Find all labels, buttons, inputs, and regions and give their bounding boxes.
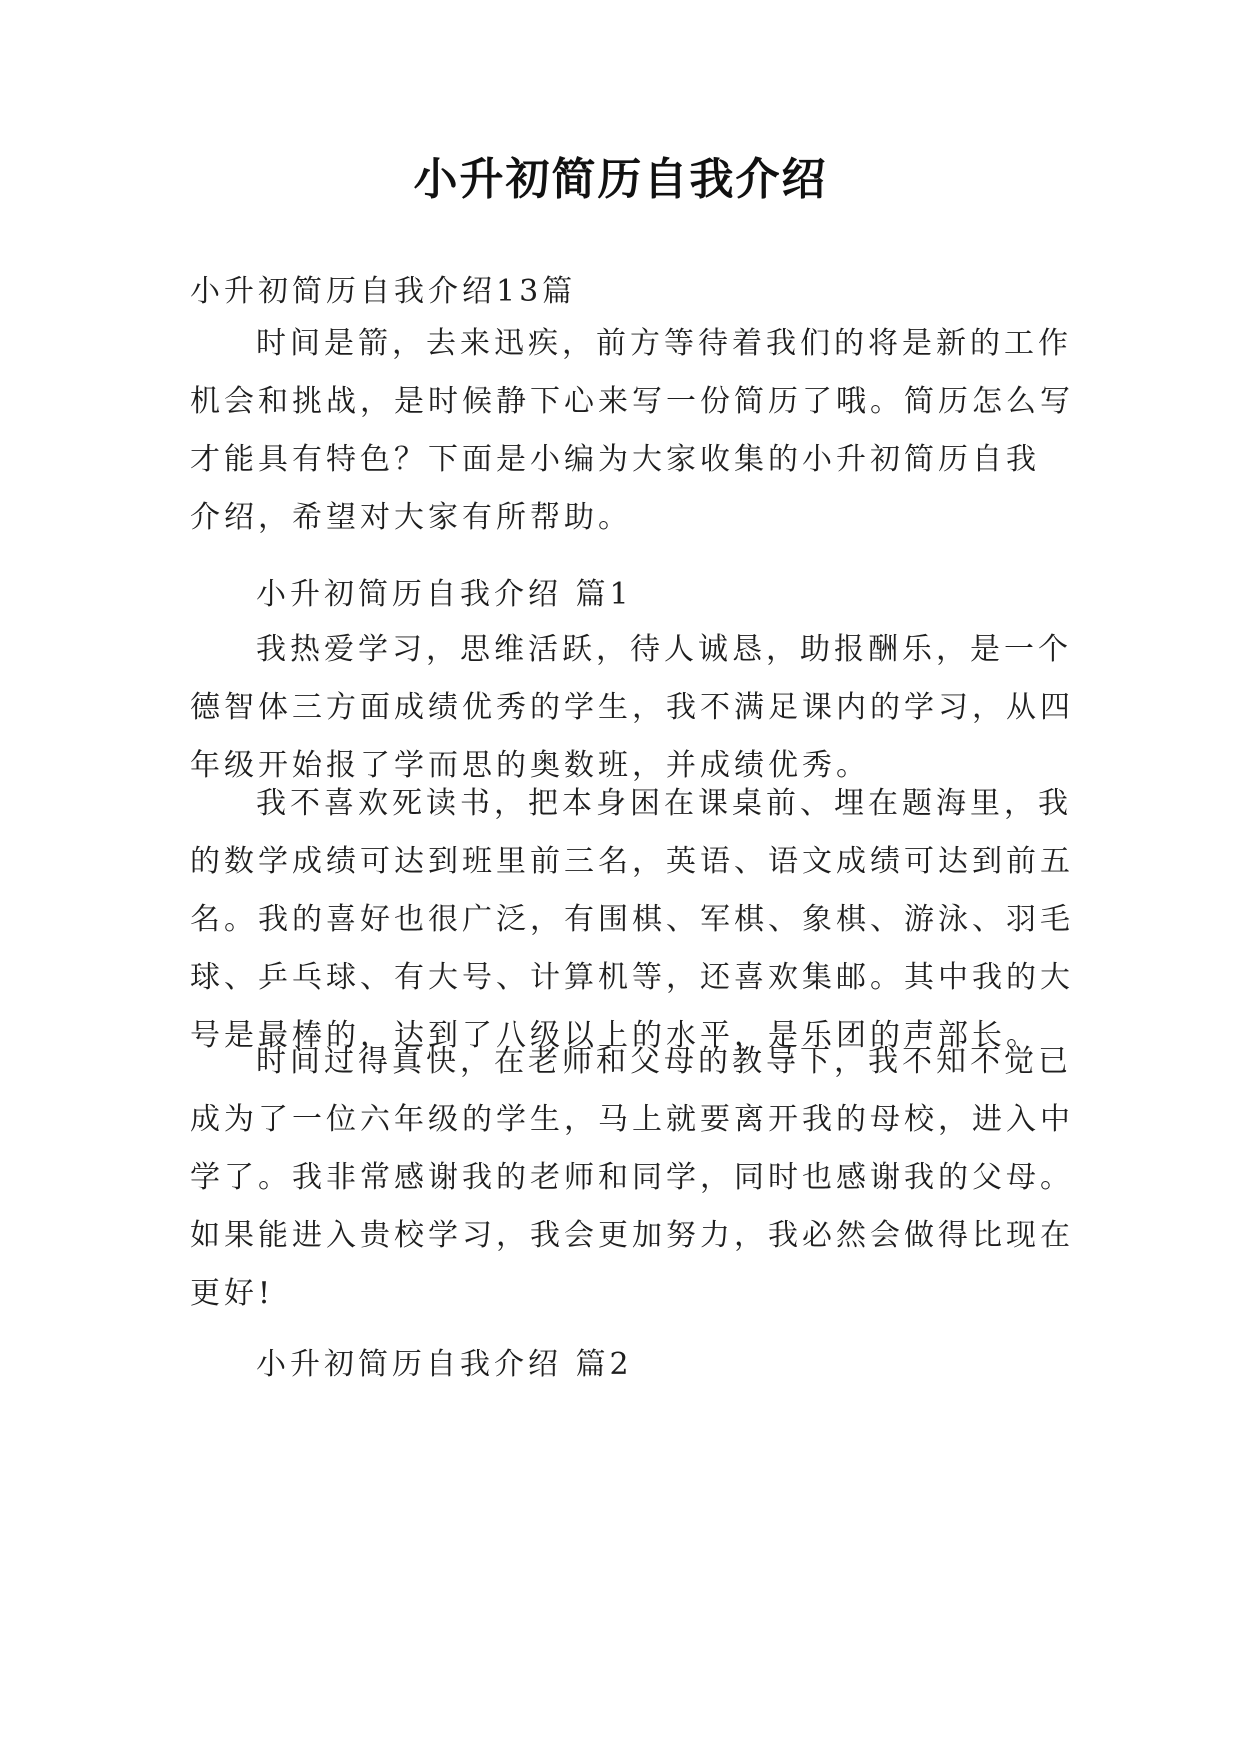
paragraph-line: 介绍，希望对大家有所帮助。 bbox=[190, 500, 632, 535]
paragraph-line: 机会和挑战，是时候静下心来写一份简历了哦。简历怎么写 bbox=[190, 384, 1074, 419]
paragraph-line: 成为了一位六年级的学生，马上就要离开我的母校，进入中 bbox=[190, 1102, 1074, 1137]
paragraph-line: 我不喜欢死读书，把本身困在课桌前、埋在题海里，我 bbox=[256, 786, 1072, 821]
section-heading: 小升初简历自我介绍 篇1 bbox=[256, 577, 633, 612]
paragraph-line: 我热爱学习，思维活跃，待人诚恳，助报酬乐，是一个 bbox=[256, 632, 1072, 667]
section-1-paragraph-2 bbox=[190, 775, 1074, 1065]
section-1-paragraph-3 bbox=[190, 1033, 1074, 1323]
paragraph-line: 球、乒乓球、有大号、计算机等，还喜欢集邮。其中我的大 bbox=[190, 960, 1074, 995]
section-2-heading-block bbox=[190, 1336, 1050, 1394]
section-1-paragraph-1 bbox=[190, 621, 1074, 795]
paragraph-line: 年级开始报了学而思的奥数班，并成绩优秀。 bbox=[190, 748, 870, 783]
paragraph-line: 时间是箭，去来迅疾，前方等待着我们的将是新的工作 bbox=[256, 326, 1072, 361]
section-1-heading-block bbox=[190, 566, 1050, 624]
paragraph-line: 的数学成绩可达到班里前三名，英语、语文成绩可达到前五 bbox=[190, 844, 1074, 879]
paragraph-line: 才能具有特色？下面是小编为大家收集的小升初简历自我 bbox=[190, 442, 1040, 477]
intro-paragraph bbox=[190, 315, 1074, 547]
paragraph-line: 更好! bbox=[190, 1276, 275, 1311]
paragraph-line: 时间过得真快，在老师和父母的教导下，我不知不觉已 bbox=[256, 1044, 1072, 1079]
paragraph-line: 学了。我非常感谢我的老师和同学，同时也感谢我的父母。 bbox=[190, 1160, 1074, 1195]
subtitle-text: 小升初简历自我介绍13篇 bbox=[190, 274, 577, 309]
page-title: 小升初简历自我介绍 bbox=[413, 154, 828, 205]
paragraph-line: 德智体三方面成绩优秀的学生，我不满足课内的学习，从四 bbox=[190, 690, 1074, 725]
section-heading: 小升初简历自我介绍 篇2 bbox=[256, 1347, 633, 1382]
document-subtitle bbox=[190, 263, 1050, 321]
paragraph-line: 号是最棒的，达到了八级以上的水平，是乐团的声部长。 bbox=[190, 1018, 1040, 1053]
paragraph-line: 如果能进入贵校学习，我会更加努力，我必然会做得比现在 bbox=[190, 1218, 1074, 1253]
paragraph-line: 名。我的喜好也很广泛，有围棋、军棋、象棋、游泳、羽毛 bbox=[190, 902, 1074, 937]
